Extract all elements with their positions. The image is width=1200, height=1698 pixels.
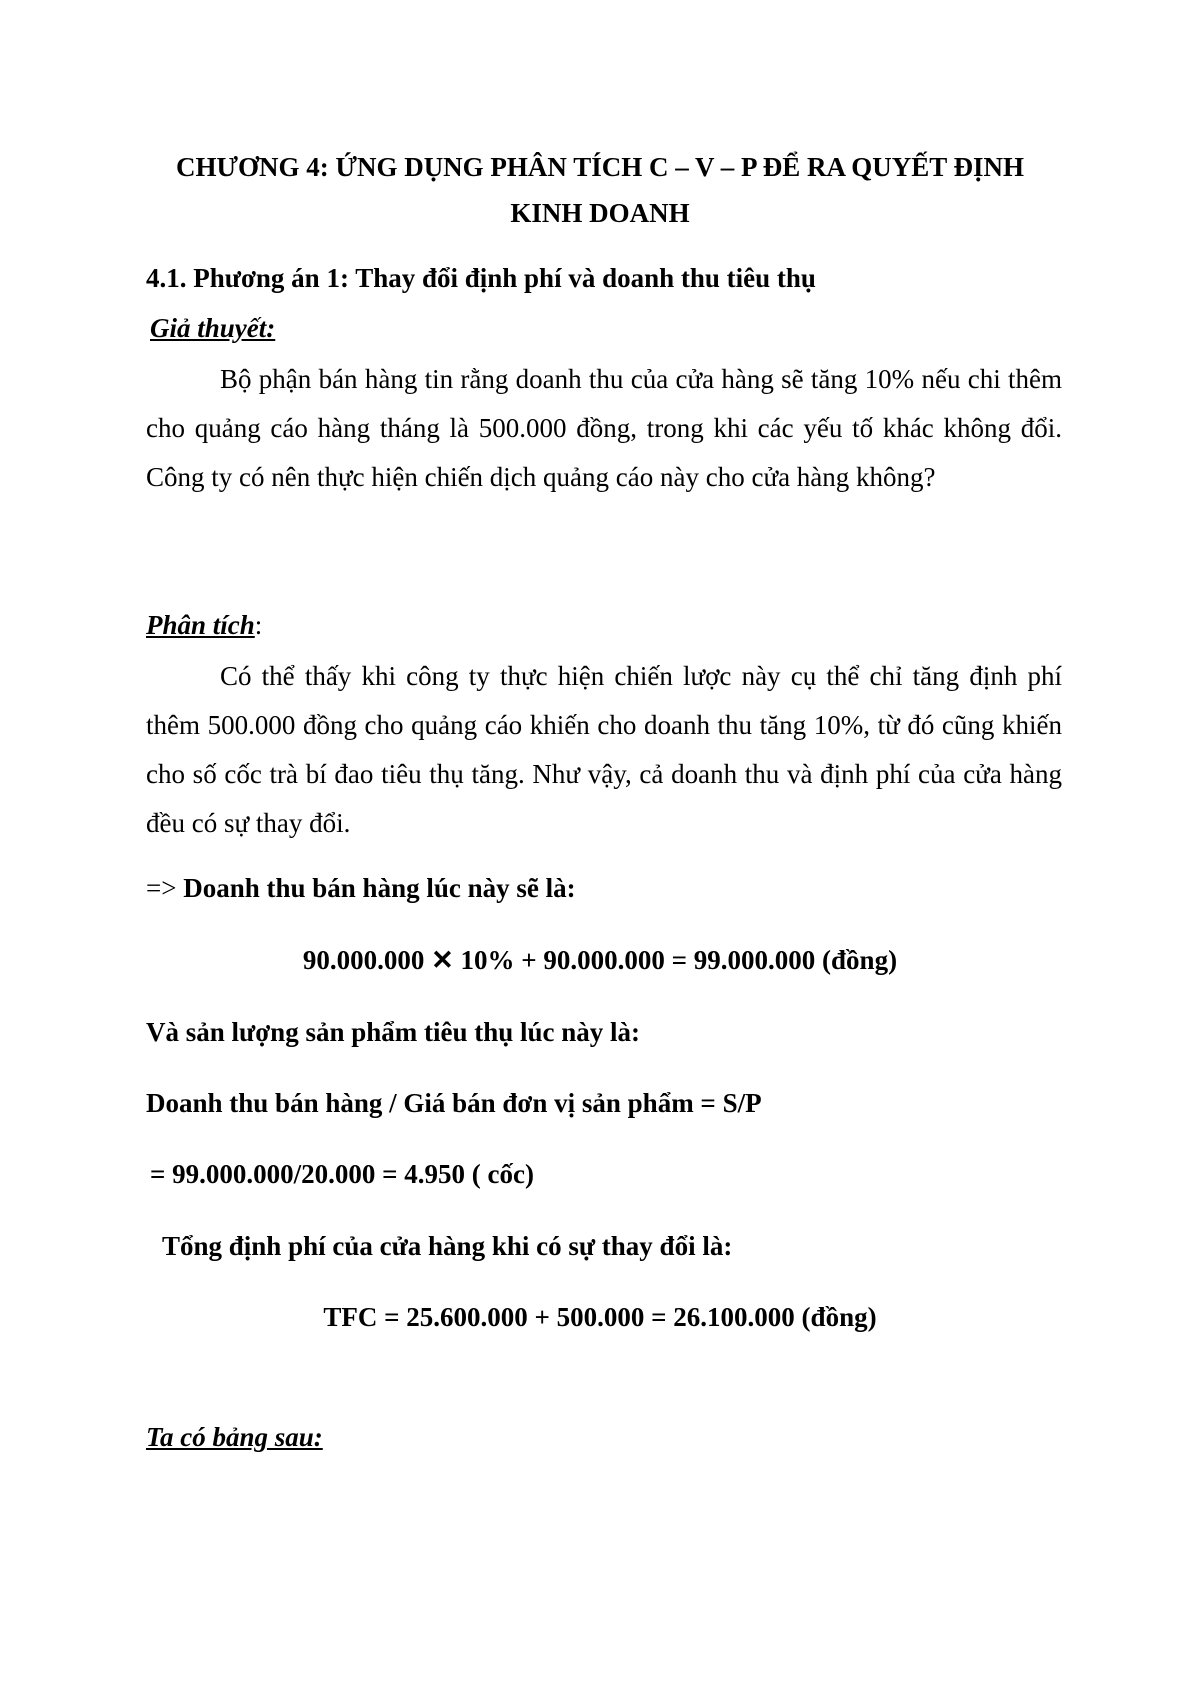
fixed-cost-formula: TFC = 25.600.000 + 500.000 = 26.100.000 (đồng)	[323, 1302, 877, 1332]
assumption-paragraph: Bộ phận bán hàng tin rằng doanh thu của cửa hàng sẽ tăng 10% nếu chi thêm cho quảng cáo hàng tháng là 500.000 đồng, trong khi các yếu tố khác không đổi. Công ty có nên thực hiện chiến dịch quảng cáo này cho cửa hàng không?	[146, 364, 1062, 492]
assumption-label: Giả thuyết:	[150, 313, 276, 343]
analysis-label: Phân tích	[146, 610, 255, 640]
table-intro: Ta có bảng sau:	[146, 1422, 323, 1452]
fixed-cost-label: Tổng định phí của cửa hàng khi có sự thay đổi là:	[162, 1231, 733, 1261]
analysis-colon: :	[254, 610, 263, 640]
analysis-heading	[146, 608, 262, 643]
arrow-symbol: =>	[146, 873, 177, 903]
revenue-heading	[146, 871, 576, 906]
chapter-heading-line-1: CHƯƠNG 4: ỨNG DỤNG PHÂN TÍCH C – V – P ĐỂ RA QUYẾT ĐỊNH	[175, 152, 1025, 182]
section-title: 4.1. Phương án 1: Thay đổi định phí và doanh thu tiêu thụ	[146, 263, 816, 293]
quantity-formula-2: = 99.000.000/20.000 = 4.950 ( cốc)	[150, 1159, 534, 1189]
revenue-formula: 90.000.000 ✕ 10% + 90.000.000 = 99.000.000 (đồng)	[302, 945, 898, 975]
quantity-label: Và sản lượng sản phẩm tiêu thụ lúc này là:	[146, 1017, 641, 1047]
quantity-formula-1: Doanh thu bán hàng / Giá bán đơn vị sản phẩm = S/P	[146, 1088, 762, 1118]
analysis-paragraph: Có thể thấy khi công ty thực hiện chiến lược này cụ thể chỉ tăng định phí thêm 500.000 đồng cho quảng cáo khiến cho doanh thu tăng 10%, từ đó cũng khiến cho số cốc trà bí đao tiêu thụ tăng. Như vậy, cả doanh thu và định phí của cửa hàng đều có sự thay đổi.	[146, 661, 1062, 838]
chapter-heading-line-2: KINH DOANH	[510, 198, 690, 228]
revenue-label: Doanh thu bán hàng lúc này sẽ là:	[176, 873, 576, 903]
